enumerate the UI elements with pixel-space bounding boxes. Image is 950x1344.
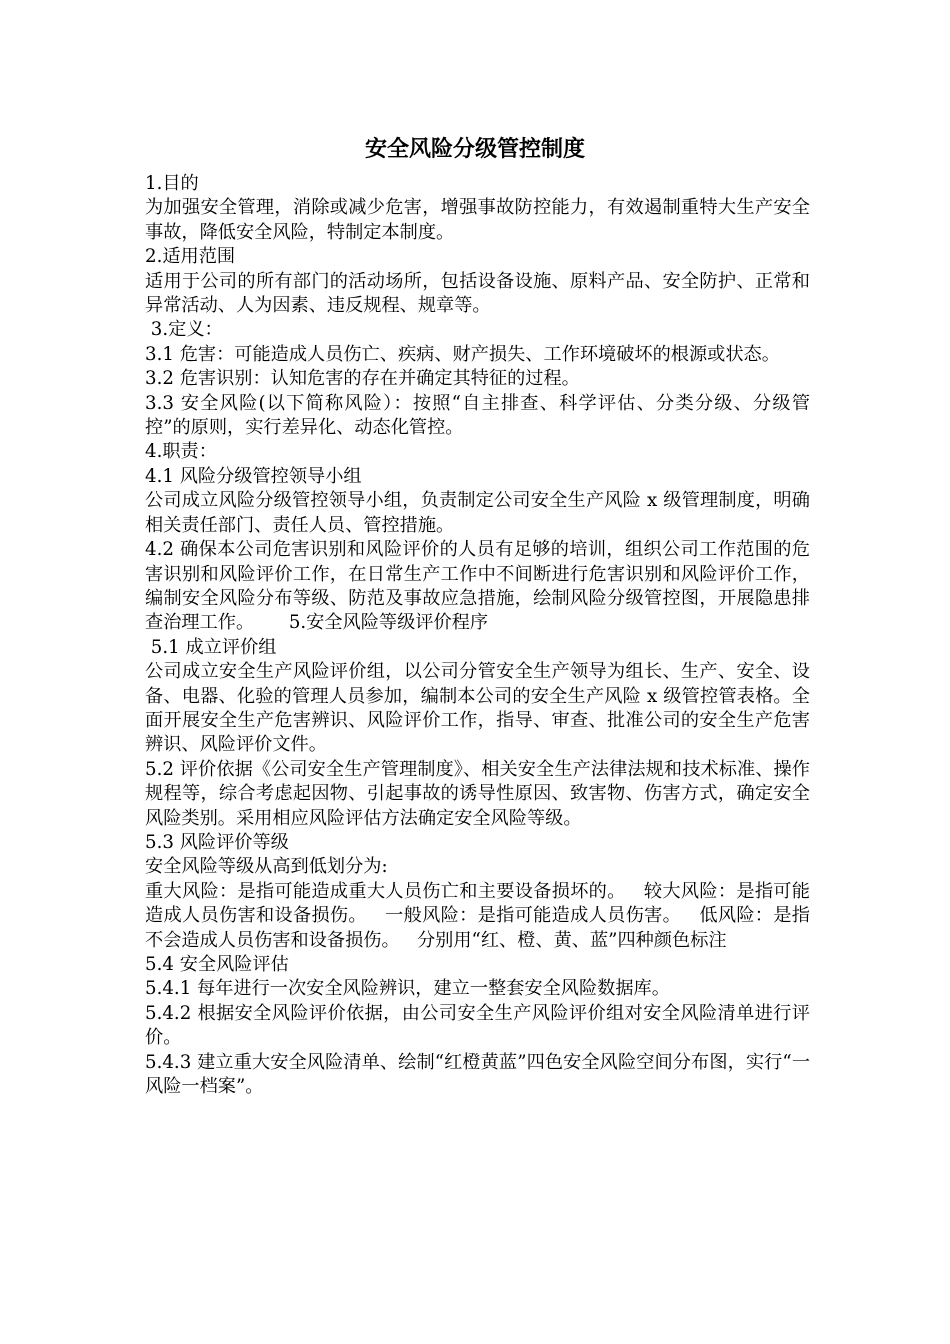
paragraph-risk-levels-intro: 安全风险等级从高到低划分为: <box>145 856 388 878</box>
section-heading-responsibilities: 4.职责： <box>145 441 217 463</box>
paragraph-purpose: 为加强安全管理，消除或减少危害，增强事故防控能力，有效遏制重特大生产安全事故，降低安全风险，特制定本制度。 <box>145 197 810 243</box>
subsection-heading-risk-levels: 5.3 风险评价等级 <box>145 831 289 853</box>
paragraph-leadership-group: 公司成立风险分级管控领导小组，负责制定公司安全生产风险 x 级管理制度，明确相关责任部门、责任人员、管控措施。 <box>145 490 810 536</box>
section-heading-scope: 2.适用范围 <box>145 246 236 268</box>
section-heading-definitions: 3.定义： <box>145 319 223 341</box>
paragraph-definition-hazard-identification: 3.2 危害识别：认知危害的存在并确定其特征的过程。 <box>145 368 580 390</box>
document-title: 安全风险分级管控制度 <box>364 136 585 162</box>
section-heading-purpose: 1.目的 <box>145 173 199 194</box>
paragraph-evaluation-basis: 5.2 评价依据《公司安全生产管理制度》、相关安全生产法律法规和技术标准、操作规程等，综合考虑起因物、引起事故的诱导性原因、致害物、伤害方式，确定安全风险类别。采用相应风险评估方法确定安全风险等级。 <box>145 758 810 829</box>
paragraph-training: 4.2 确保本公司危害识别和风险评价的人员有足够的培训，组织公司工作范围的危害识别和风险评价工作，在日常生产工作中不间断进行危害识别和风险评价工作，编制安全风险分布等级、防范及事故应急措施，绘制风险分级管控图，开展隐患排查治理工作。 5.安全风险等级评价程序 <box>145 539 810 634</box>
paragraph-risk-levels: 重大风险：是指可能造成重大人员伤亡和主要设备损坏的。 较大风险：是指可能造成人员伤害和设备损伤。 一般风险：是指可能造成人员伤害。 低风险：是指不会造成人员伤害和设备损伤。 分别用“红、橙、黄、蓝”四种颜色标注 <box>145 880 810 951</box>
paragraph-definition-safety-risk: 3.3 安全风险(以下简称风险）：按照“自主排查、科学评估、分类分级、分级管控”的原则，实行差异化、动态化管控。 <box>145 392 810 439</box>
paragraph-annual-identification: 5.4.1 每年进行一次安全风险辨识，建立一整套安全风险数据库。 <box>145 978 670 1000</box>
paragraph-major-risk-list: 5.4.3 建立重大安全风险清单、绘制“红橙黄蓝”四色安全风险空间分布图，实行“一风险一档案”。 <box>145 1051 810 1098</box>
paragraph-definition-hazard: 3.1 危害：可能造成人员伤亡、疾病、财产损失、工作环境破坏的根源或状态。 <box>145 343 780 365</box>
subsection-heading-risk-assessment: 5.4 安全风险评估 <box>145 954 289 975</box>
paragraph-scope: 适用于公司的所有部门的活动场所，包括设备设施、原料产品、安全防护、正常和异常活动、人为因素、违反规程、规章等。 <box>145 270 810 317</box>
paragraph-risk-list-evaluation: 5.4.2 根据安全风险评价依据，由公司安全生产风险评价组对安全风险清单进行评价。 <box>145 1002 810 1049</box>
subsection-heading-leadership-group: 4.1 风险分级管控领导小组 <box>145 465 362 487</box>
document-body <box>145 172 810 1099</box>
subsection-heading-evaluation-group: 5.1 成立评价组 <box>145 636 277 658</box>
paragraph-evaluation-group: 公司成立安全生产风险评价组，以公司分管安全生产领导为组长、生产、安全、设备、电器、化验的管理人员参加，编制本公司的安全生产风险 x 级管控管表格。全面开展安全生产危害辨识、风险评价工作，指导、审查、批准公司的安全生产危害辨识、风险评价文件。 <box>145 661 810 756</box>
